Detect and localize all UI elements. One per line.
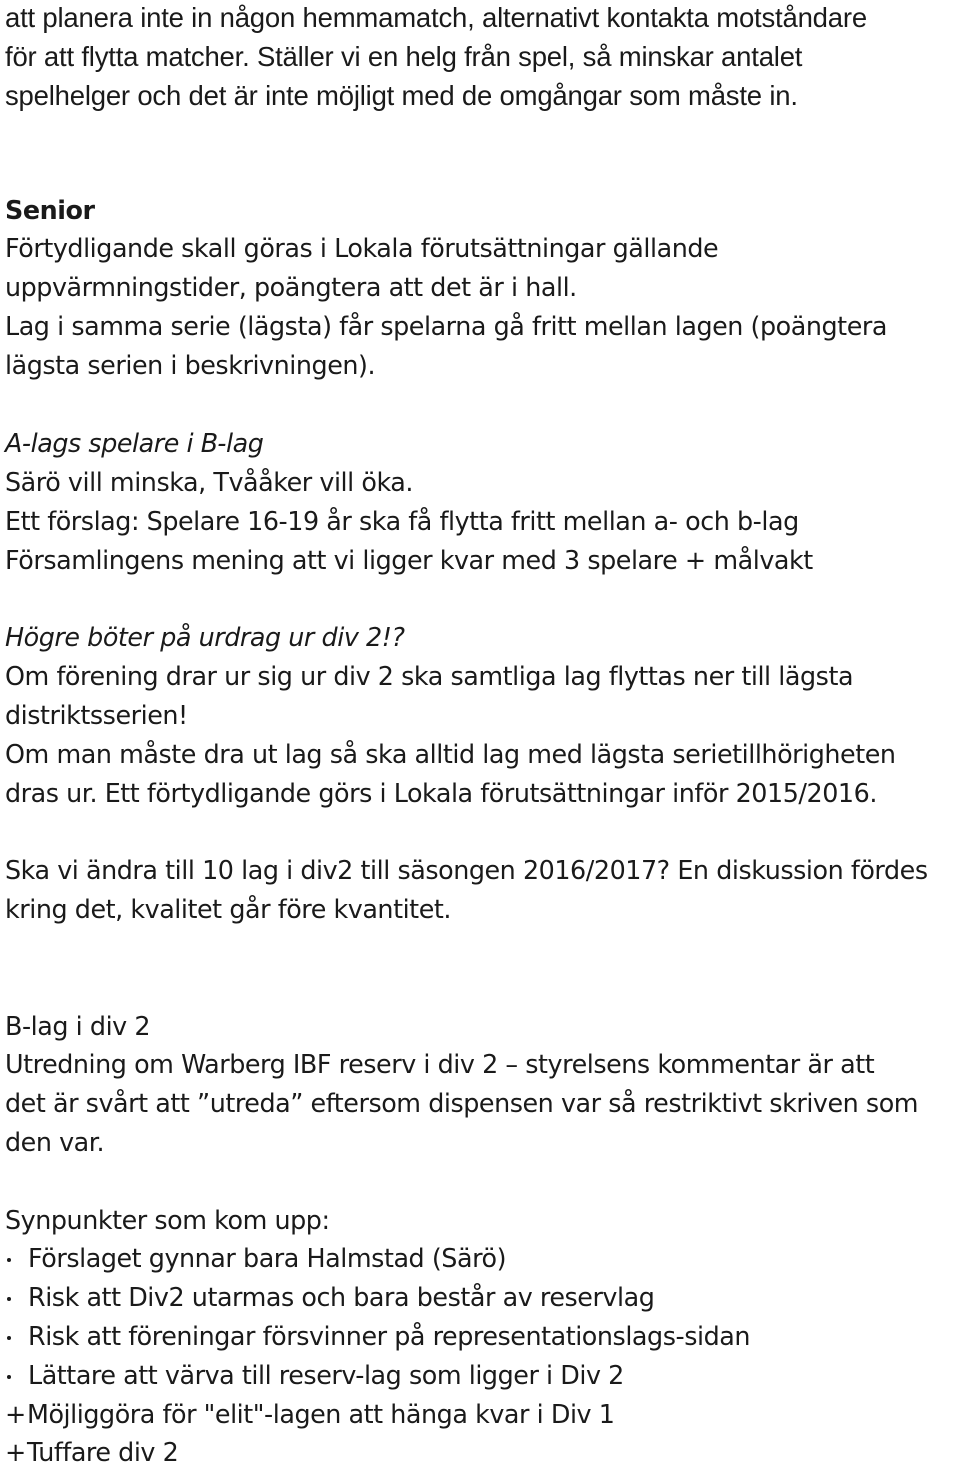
alag-heading: A-lags spelare i B-lag [5,428,264,458]
bullet-item-1: Förslaget gynnar bara Halmstad (Särö) [28,1243,507,1273]
synpunkter-heading: Synpunkter som kom upp: [5,1205,330,1235]
senior-line-1: Förtydligande skall göras i Lokala förutsättningar gällande [5,233,719,263]
bullet-icon [7,1297,11,1301]
plus-item-text: Möjliggöra för "elit"-lagen att hänga kvar i Div 1 [27,1399,615,1429]
alag-line-3: Församlingens mening att vi ligger kvar med 3 spelare + målvakt [5,545,813,575]
bullet-item-4: Lättare att värva till reserv-lag som ligger i Div 2 [28,1360,624,1390]
boter-line-1: Om förening drar ur sig ur div 2 ska samtliga lag flyttas ner till lägsta [5,661,854,691]
senior-line-3: Lag i samma serie (lägsta) får spelarna gå fritt mellan lagen (poängtera [5,311,887,341]
boter-line-3: Om man måste dra ut lag så ska alltid lag med lägsta serietillhörigheten [5,739,896,769]
div2-line-2: kring det, kvalitet går före kvantitet. [5,894,451,924]
div2-line-1: Ska vi ändra till 10 lag i div2 till säsongen 2016/2017? En diskussion fördes [5,855,928,885]
senior-line-2: uppvärmningstider, poängtera att det är i hall. [5,272,577,302]
alag-line-2: Ett förslag: Spelare 16-19 år ska få flytta fritt mellan a- och b-lag [5,506,799,536]
boter-line-4: dras ur. Ett förtydligande görs i Lokala förutsättningar inför 2015/2016. [5,778,877,808]
bullet-icon [7,1375,11,1379]
bullet-icon [7,1258,11,1262]
senior-line-4: lägsta serien i beskrivningen). [5,350,376,380]
intro-line-1: att planera inte in någon hemmamatch, alternativt kontakta motståndare [5,2,867,33]
plus-item-1 [5,1399,615,1429]
blag-line-2: det är svårt att ”utreda” eftersom dispensen var så restriktivt skriven som [5,1088,919,1118]
plus-symbol: + [5,1437,26,1467]
bullet-item-2: Risk att Div2 utarmas och bara består av reservlag [28,1282,655,1312]
intro-line-3: spelhelger och det är inte möjligt med de omgångar som måste in. [5,80,798,111]
senior-heading: Senior [5,195,95,225]
plus-symbol: + [5,1399,26,1429]
plus-item-text: Tuffare div 2 [27,1437,179,1467]
bullet-item-3: Risk att föreningar försvinner på representationslags-sidan [28,1321,750,1351]
blag-line-1: Utredning om Warberg IBF reserv i div 2 – styrelsens kommentar är att [5,1049,875,1079]
boter-heading: Högre böter på urdrag ur div 2!? [5,622,405,652]
bullet-icon [7,1336,11,1340]
plus-item-2 [5,1437,179,1467]
alag-line-1: Särö vill minska, Tvååker vill öka. [5,467,414,497]
intro-line-2: för att flytta matcher. Ställer vi en helg från spel, så minskar antalet [5,41,803,72]
blag-line-3: den var. [5,1127,105,1157]
blag-heading: B-lag i div 2 [5,1011,151,1041]
boter-line-2: distriktsserien! [5,700,188,730]
